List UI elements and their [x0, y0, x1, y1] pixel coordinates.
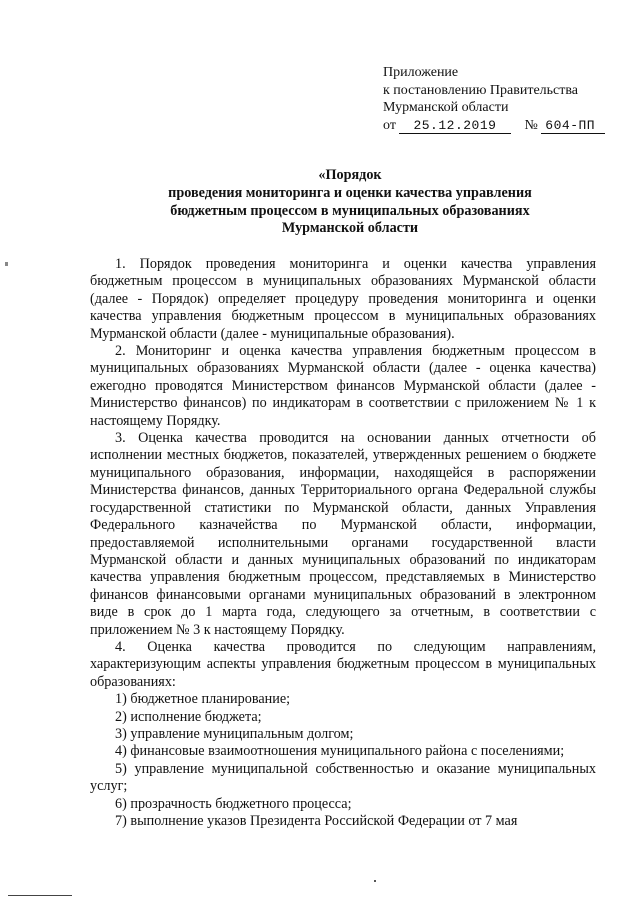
paragraph-3: 3. Оценка качества проводится на основании данных отчетности об исполнении местных бюджетов, показателей, утвержденных решением о бюджете муниципального образования, информации, находящейся в распоряжении Министерства финансов, данных Территориального органа Федеральной службы государственной статистики по Мурманской области, данных Управления Федерального казначейства по Мурманской области, информации, предоставляемой исполнительными органами государственной власти Мурманской области и данных муниципальных образований по индикаторам качества управления бюджетным процессом, представляемых в Министерство финансов финансовыми органами муниципальных образований в электронном виде в срок до 1 марта года, следующего за отчетным, в соответствии с приложением № 3 к настоящему Порядку.	[90, 430, 596, 638]
date-prefix: от	[383, 117, 396, 133]
list-item-3: 3) управление муниципальным долгом;	[115, 725, 354, 742]
footer-rule	[8, 895, 72, 896]
paragraph-4: 4. Оценка качества проводится по следующим направлениям, характеризующим аспекты управления бюджетным процессом в муниципальных образованиях:	[90, 638, 596, 690]
title-line-2: проведения мониторинга и оценки качества управления	[168, 184, 532, 201]
scan-speck	[374, 880, 376, 882]
paragraph-1: 1. Порядок проведения мониторинга и оценки качества управления бюджетным процессом в муниципальных образованиях Мурманской области (далее - Порядок) определяет процедуру проведения мониторинга и оценки качества управления бюджетным процессом в муниципальных образованиях Мурманской области (далее - муниципальные образования).	[90, 256, 596, 342]
header-date-line	[383, 117, 605, 135]
header-line-resolution: к постановлению Правительства	[383, 82, 579, 98]
paragraph-2: 2. Мониторинг и оценка качества управления бюджетным процессом в муниципальных образованиях Мурманской области (далее - оценка качества) ежегодно проводятся Министерством финансов Мурманской области (далее - Министерство финансов) по индикаторам в соответствии с приложением № 1 к настоящему Порядку.	[90, 343, 596, 429]
number-prefix: №	[524, 117, 538, 133]
title-line-4: Мурманской области	[281, 220, 419, 237]
document-body	[90, 256, 596, 830]
header-line-appendix: Приложение	[383, 65, 459, 80]
title-line-3: бюджетным процессом в муниципальных образованиях	[170, 202, 530, 219]
document-title	[60, 167, 640, 238]
title-line-1: «Порядок	[318, 167, 382, 183]
list-item-7: 7) выполнение указов Президента Российской Федерации от 7 мая	[115, 813, 518, 829]
header-line-region: Мурманской области	[383, 100, 509, 115]
list-item-4: 4) финансовые взаимоотношения муниципального района с поселениями;	[115, 743, 565, 760]
resolution-date: 25.12.2019	[399, 119, 511, 134]
list-item-6: 6) прозрачность бюджетного процесса;	[115, 795, 352, 812]
appendix-header	[383, 64, 605, 134]
resolution-number: 604-ПП	[541, 119, 605, 134]
margin-mark	[5, 262, 8, 266]
list-item-2: 2) исполнение бюджета;	[115, 708, 262, 725]
list-item-5: 5) управление муниципальной собственностью и оказание муниципальных услуг;	[90, 760, 596, 795]
list-item-1: 1) бюджетное планирование;	[115, 691, 291, 708]
